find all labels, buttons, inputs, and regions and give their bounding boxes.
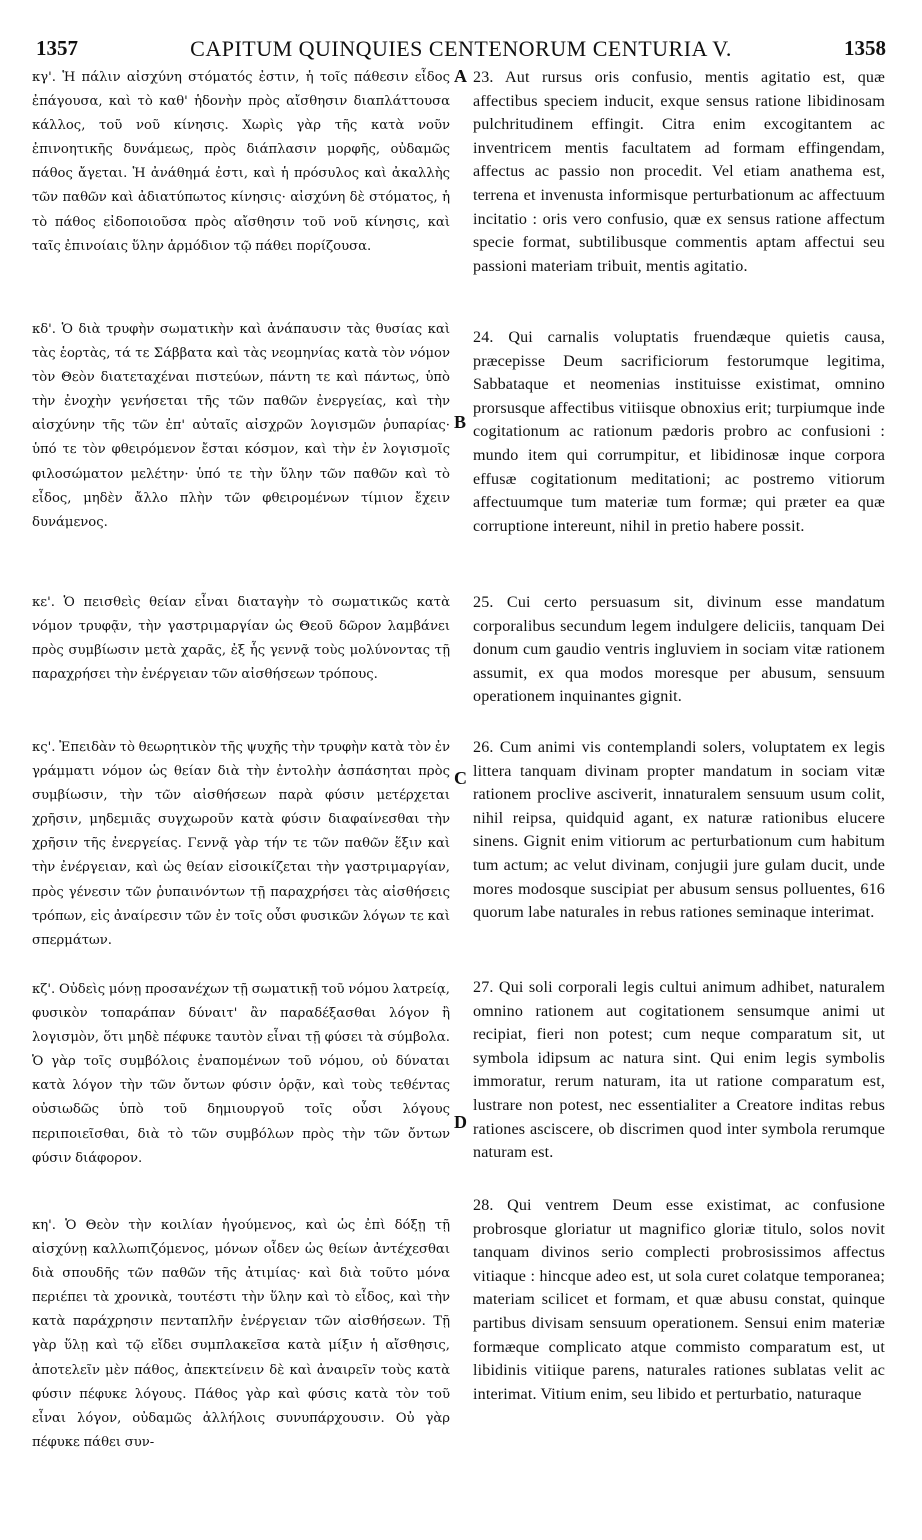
latin-chapter-23: 23. Aut rursus oris confusio, mentis agitatio est, quæ affectibus speciem inducit, exque sensus ratione libidinosam pulchritudinem effingit. Citra enim excogitantem ac inventricem mentis facultatem ad formam effingendam, affectus ac passio non procedit. Vel etiam anathema est, terrena et invenusta informisque perturbationum ac affectuum incitatio : oris vero confusio, quæ ex sensus ratione affectum specie format, subtilibusque commentis aptam affectui seu passioni materiam tribuit, mentis agitatio. — [473, 69, 885, 275]
running-title: CAPITUM QUINQUIES CENTENORUM CENTURIA V. — [190, 36, 732, 61]
greek-chapter-24: κδ'. Ὁ διὰ τρυφὴν σωματικὴν καὶ ἀνάπαυσιν τὰς θυσίας καὶ τὰς ἑορτὰς, τά τε Σάββατα καὶ τὰς νεομηνίας κατὰ τὸν νόμον τὸν Θεὸν διατεταχέναι πιστεύων, πάντη τε καὶ πάντως, ὑπὸ τὴν ἐνοχὴν γενήσεται τῆς τῶν παθῶν ἐνεργείας, καὶ τὴν αἰσχύνην τῆς τῶν ἐπ' αὐταῖς αἰσχρῶν λογισμῶν ῥυπαρίας· ὑπό τε τὸν φθειρόμενον ἔσται κόσμον, καὶ τὴν ἐν λογισμοῖς φιλοσώματον μελέτην· ὑπό τε τὴν ὕλην τῶν παθῶν καὶ τὸ εἶδος, μηδὲν ἄλλο πλὴν τῶν φθειρομένων τίμιον ἔχειν δυνάμενος. — [32, 322, 450, 530]
page-number-right: 1358 — [844, 36, 886, 60]
margin-letter-d: D — [454, 1112, 467, 1132]
margin-letter-c: C — [454, 768, 467, 788]
latin-chapter-24: 24. Qui carnalis voluptatis fruendæque quietis causa, præcepisse Deum sacrificiorum festorumque legitima, Sabbataque et neomenias instituisse existimat, omnino prorsusque affectibus vitiisque obnoxius erit; turpiumque inde cogitationum ac rationum pædoris probro ac confusioni : mundo item qui corrumpitur, et libidinosæ inque corpora effusæ cogitationum meditationi; ac postremo vitiorum affectuumque tum materiæ tum formæ; qui præter ea quæ corruptione intereunt, nihil in pretio habere possit. — [473, 329, 885, 535]
page-number-left: 1357 — [36, 36, 78, 60]
latin-chapter-25: 25. Cui certo persuasum sit, divinum esse mandatum corporalibus secundum legem indulgere deliciis, tanquam Dei donum cum gaudio ventris ingluviem in sociam vitæ rationem assumit, ex qua modos moresque per abusum, sensuum operationem inquinantes gignit. — [473, 594, 885, 706]
latin-chapter-28: 28. Qui ventrem Deum esse existimat, ac confusione probrosque gloriatur ut magnifico gloriæ titulo, solos novit tanquam divinos serio complecti probrosissimos affectus vitiaque : hincque adeo est, ut sola curet colatque temporanea; materiam scilicet et formam, et quæ abusu constat, quinque partibus divisam sensuum operationem. Sensui enim materiæ formæque complicato atque commisto comparatum est, ut libidinis vitiique parens, naturales rationes sublatas velit ac interimat. Vitium enim, seu libido et perturbatio, naturaque — [473, 1197, 885, 1403]
margin-letter-a: A — [454, 66, 467, 86]
greek-chapter-27: κζ'. Οὐδεὶς μόνῃ προσανέχων τῇ σωματικῇ τοῦ νόμου λατρείᾳ, φυσικὸν τοπαράπαν δύναιτ' ἂν παραδέξασθαι λόγον ἢ λογισμὸν, ὅτι μηδὲ πέφυκε ταυτὸν εἶναι τῇ φύσει τὰ σύμβολα. Ὁ γὰρ τοῖς συμβόλοις ἐναπομένων τοῦ νόμου, οὐ δύναται κατὰ λόγον τὴν τῶν ὄντων φύσιν ὁρᾷν, καὶ τοὺς τεθέντας οὐσιωδῶς ὑπὸ τοῦ δημιουργοῦ τοῖς οὖσι λόγους περιποιεῖσθαι, διὰ τὸ τῶν συμβόλων πρὸς τὴν τῶν ὄντων φύσιν διάφορον. — [32, 982, 450, 1166]
greek-chapter-25: κε'. Ὁ πεισθεὶς θείαν εἶναι διαταγὴν τὸ σωματικῶς κατὰ νόμον τρυφᾷν, τὴν γαστριμαργίαν ὡς Θεοῦ δῶρον λαμβάνει πρὸς συμβίωσιν μετὰ χαρᾶς, ἐξ ἧς γεννᾷ τοὺς μολύνοντας τῇ παραχρήσει τὴν ἐνέργειαν τῶν αἰσθήσεων τρόπους. — [32, 595, 450, 683]
greek-chapter-26: κς'. Ἐπειδὰν τὸ θεωρητικὸν τῆς ψυχῆς τὴν τρυφὴν κατὰ τὸν ἐν γράμματι νόμον ὡς θείαν διὰ τὴν ἐντολὴν ἀσπάσηται πρὸς συμβίωσιν, τὴν τῶν αἰσθήσεων παρὰ φύσιν μετέρχεται χρῆσιν, μηδεμιᾶς συγχωροῦν κατὰ φύσιν διαφαίνεσθαι τὴν χρῆσιν τῆς ἐνεργείας. Γεννᾷ γὰρ τήν τε τῶν παθῶν ἕξιν καὶ τὴν ἐνέργειαν, καὶ ὡς θείαν εἰσοικίζεται τὴν γαστριμαργίαν, πρὸς γένεσιν τῶν ῥυπαινόντων τῇ παραχρήσει τὰς αἰσθήσεις τρόπων, εἰς ἀναίρεσιν τῶν ἐν τοῖς οὖσι φυσικῶν λόγων τε καὶ σπερμάτων. — [32, 740, 450, 948]
running-header — [36, 36, 886, 66]
greek-chapter-28: κη'. Ὁ Θεὸν τὴν κοιλίαν ἡγούμενος, καὶ ὡς ἐπὶ δόξῃ τῇ αἰσχύνῃ καλλωπιζόμενος, μόνων οἶδεν ὡς θείων ἀντέχεσθαι διὰ σπουδῆς τῶν παθῶν τῆς ἀτιμίας· καὶ διὰ τοῦτο μόνα περιέπει τὰ χρονικὰ, τουτέστι τὴν ὕλην καὶ τὸ εἶδος, καὶ τὴν κατὰ παράχρησιν πενταπλῆν ἐνέργειαν τῶν αἰσθήσεων. Τῇ γὰρ ὕλῃ καὶ τῷ εἴδει συμπλακεῖσα κατὰ μίξιν ἡ αἴσθησις, ἀποτελεῖν μὲν πάθος, ἀπεκτείνειν δὲ καὶ ἀναιρεῖν τοὺς κατὰ φύσιν πέφυκε λόγους. Πάθος γὰρ καὶ φύσις κατὰ τὸν τοῦ εἶναι λόγον, οὐδαμῶς ἀλλήλοις συνυπάρχουσιν. Οὐ γὰρ πέφυκε πάθει συν- — [32, 1218, 450, 1450]
latin-chapter-27: 27. Qui soli corporali legis cultui animum adhibet, naturalem omnino rationem aut cogitationem sensumque animi ut recipiat, fieri non potest; cum neque comparatum sit, ut symbola idipsum ac natura sint. Qui enim legis symbolis immoratur, rerum naturam, ita ut ratione comparatum est, lustrare non potest, nec essentialiter a Creatore inditas rebus rationes asciscere, ob discrimen quod inter symbola rerumque naturam est. — [473, 979, 885, 1162]
margin-letter-b: B — [454, 412, 467, 432]
latin-chapter-26: 26. Cum animi vis contemplandi solers, voluptatem ex legis littera tanquam divinam propter mandatum in sociam vitæ rationem proclive asciverit, innaturalem sensuum usum colit, nihil reipsa, quidquid agant, ex naturæ rationibus elucere sinens. Gignit enim vitiorum ac perturbationum cum habitum tum actum; ac velut divinam, conjugii jure gulam ducit, unde mores modosque suscipiat per abusum sensus polluentes, 616 quorum labe naturales in rebus rationes seminaque interimat. — [473, 739, 885, 922]
greek-chapter-23: κγ'. Ἡ πάλιν αἰσχύνη στόματός ἐστιν, ἡ τοῖς πάθεσιν εἶδος ἐπάγουσα, καὶ τὸ καθ' ἡδονὴν πρὸς αἴσθησιν διαπλάττουσα κάλλος, τοῦ νοῦ κίνησις. Χωρὶς γὰρ τῆς κατὰ νοῦν ἐπινοητικῆς δυνάμεως, πρὸς διάπλασιν μορφῆς, οὐδαμῶς πάθος ἄγεται. Ἡ ἀνάθημά ἐστι, καὶ ἡ πρόσυλος καὶ ἀκαλλὴς τῶν παθῶν καὶ ἀδιατύπωτος κίνησις· αἰσχύνη δὲ στόματος, ἡ τὸ πάθος εἰδοποιοῦσα πρὸς αἴσθησιν τοῦ νοῦ κίνησις, καὶ ταῖς ἐπινοίαις ὕλην ἁρμόδιον τῷ πάθει πορίζουσα. — [32, 70, 450, 254]
